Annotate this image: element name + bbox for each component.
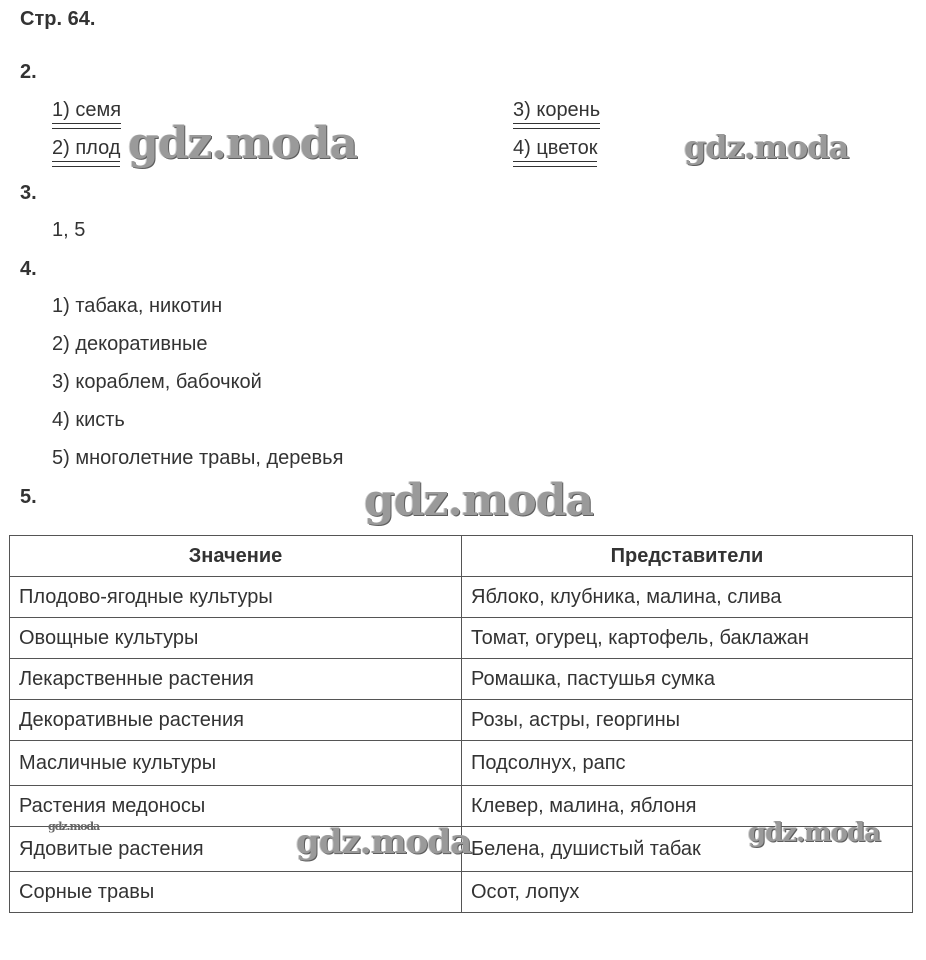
watermark: gdz.moda	[296, 822, 472, 862]
task-4-item-2: 2) декоративные	[52, 333, 208, 355]
task-2-item-3: 3) корень	[513, 99, 601, 121]
table-row	[10, 577, 913, 618]
page-title: Стр. 64.	[20, 8, 96, 30]
header-meaning: Значение	[10, 536, 462, 577]
table-header-row	[10, 536, 913, 577]
table-cell-representatives: Розы, астры, георгины	[462, 700, 913, 741]
table-cell-meaning: Плодово-ягодные культуры	[10, 577, 462, 618]
watermark: gdz.moda	[748, 818, 881, 848]
task-3-number: 3.	[20, 182, 37, 204]
task-4-item-3: 3) кораблем, бабочкой	[52, 371, 262, 393]
task-2-number: 2.	[20, 61, 37, 83]
table-cell-meaning: Овощные культуры	[10, 618, 462, 659]
table-cell-representatives: Осот, лопух	[462, 872, 913, 913]
task-2-item-1: 1) семя	[52, 99, 122, 121]
table-cell-representatives: Клевер, малина, яблоня	[462, 786, 913, 827]
table-cell-representatives: Ромашка, пастушья сумка	[462, 659, 913, 700]
table-cell-representatives: Яблоко, клубника, малина, слива	[462, 577, 913, 618]
table-cell-meaning: Декоративные растения	[10, 700, 462, 741]
task-2-item-2: 2) плод	[52, 137, 121, 159]
table-cell-representatives: Томат, огурец, картофель, баклажан	[462, 618, 913, 659]
table-cell-representatives: Подсолнух, рапс	[462, 741, 913, 786]
task-4-number: 4.	[20, 258, 37, 280]
task-4-item-5: 5) многолетние травы, деревья	[52, 447, 344, 469]
watermark: gdz.moda	[128, 118, 358, 169]
watermark-small: gdz.moda	[48, 820, 100, 833]
watermark: gdz.moda	[684, 128, 849, 166]
task-5-number: 5.	[20, 486, 37, 508]
table-row	[10, 872, 913, 913]
table-row	[10, 741, 913, 786]
watermark: gdz.moda	[364, 475, 594, 526]
table-cell-meaning: Ядовитые растения	[10, 827, 462, 872]
task-3-answer: 1, 5	[52, 219, 86, 241]
task-2-item-4: 4) цветок	[513, 137, 598, 159]
table-cell-meaning: Сорные травы	[10, 872, 462, 913]
header-representatives: Представители	[462, 536, 913, 577]
table-row	[10, 659, 913, 700]
table-cell-meaning: Масличные культуры	[10, 741, 462, 786]
table-cell-meaning: Растения медоносы	[10, 786, 462, 827]
table-cell-meaning: Лекарственные растения	[10, 659, 462, 700]
table-row	[10, 618, 913, 659]
task-4-item-4: 4) кисть	[52, 409, 125, 431]
task-4-item-1: 1) табака, никотин	[52, 295, 223, 317]
table-cell-representatives: Белена, душистый табак	[462, 827, 913, 872]
table-row	[10, 700, 913, 741]
